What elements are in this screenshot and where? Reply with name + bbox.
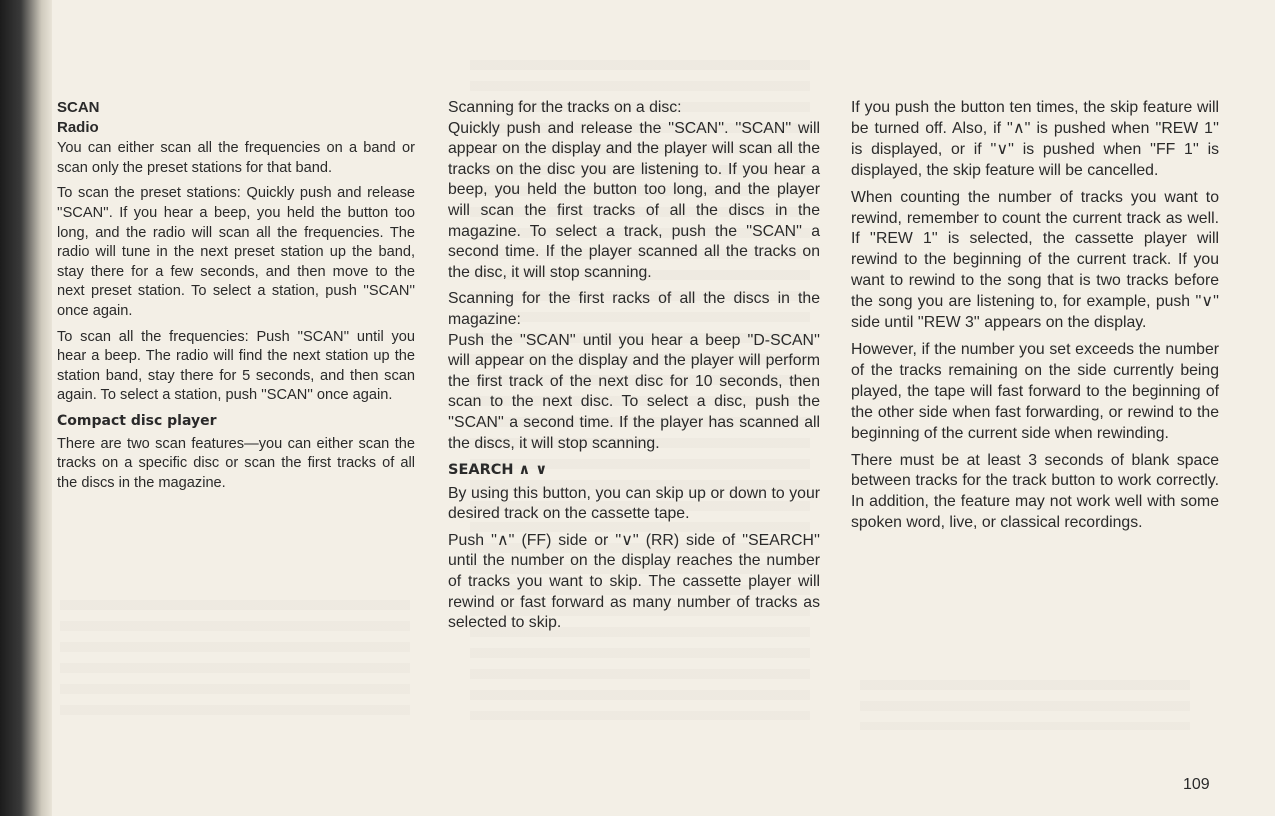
text-column-3 bbox=[851, 98, 1219, 540]
paragraph: Scanning for the first racks of all the discs in the magazine: Push the ''SCAN'' until you hear a beep ''D-SCAN'' will appear on the display and the player will perform the first track of the next disc for 10 seconds, then scan to the next disc. To select a disc, push the ''SCAN'' a second time. If the player has scanned all the discs, it will stop scanning. bbox=[448, 290, 820, 452]
paragraph: There must be at least 3 seconds of blank space between tracks for the track button to work correctly. In addition, the feature may not work well with some spoken word, live, or classical recordings. bbox=[851, 451, 1219, 532]
paragraph: To scan all the frequencies: Push ''SCAN'' until you hear a beep. The radio will find the next station up the station band, stay there for 5 seconds, and then scan again. To select a station, push ''SCAN'' once again. bbox=[57, 328, 415, 404]
section-heading: SCAN bbox=[57, 99, 100, 116]
show-through-texture bbox=[60, 600, 410, 720]
paragraph: If you push the button ten times, the skip feature will be turned off. Also, if ''∧'' is pushed when ''REW 1'' is displayed, or if ''∨'' is pushed when ''FF 1'' is displayed, the skip feature will be cancelled. bbox=[851, 99, 1219, 179]
paragraph: Push ''∧'' (FF) side or ''∨'' (RR) side of ''SEARCH'' until the number on the display reaches the number of tracks you want to skip. The cassette player will rewind or fast forward as many number of tracks as selected to skip. bbox=[448, 531, 820, 632]
page-number: 109 bbox=[1183, 776, 1210, 793]
subsection-heading: Compact disc player bbox=[57, 412, 217, 429]
paragraph: Scanning for the tracks on a disc: Quickly push and release the ''SCAN''. ''SCAN'' will appear on the display and the player will scan all the tracks on the disc you are listening to. If you hear a beep, you held the button too long, and the player will scan the first tracks of all the discs in the magazine. To select a track, push the ''SCAN'' a second time. If the player scanned all the tracks on the disc, it will stop scanning. bbox=[448, 99, 820, 281]
section-heading: SEARCH ∧ ∨ bbox=[448, 462, 548, 479]
subsection-heading: Radio bbox=[57, 118, 99, 136]
show-through-texture bbox=[860, 680, 1190, 730]
paragraph: There are two scan features—you can either scan the tracks on a specific disc or scan the first tracks of all the discs in the magazine. bbox=[57, 435, 415, 491]
text-column-1 bbox=[57, 98, 415, 499]
paragraph: You can either scan all the frequencies on a band or scan only the preset stations for that band. bbox=[57, 140, 415, 176]
book-binding-shadow bbox=[0, 0, 52, 816]
paragraph: When counting the number of tracks you want to rewind, remember to count the current track as well. If ''REW 1'' is selected, the cassette player will rewind to the beginning of the current track. If you want to rewind to the song that is two tracks before the song you are listening to, for example, push ''∨'' side until ''REW 3'' appears on the display. bbox=[851, 188, 1219, 332]
paragraph: By using this button, you can skip up or down to your desired track on the cassette tape. bbox=[448, 484, 820, 523]
text-column-2 bbox=[448, 98, 820, 640]
paragraph: To scan the preset stations: Quickly push and release ''SCAN''. If you hear a beep, you held the button too long, and the radio will scan all the frequencies. The radio will tune in the next preset station up the band, stay there for a few seconds, and then move to the next preset station. To select a station, push ''SCAN'' once again. bbox=[57, 185, 415, 319]
paragraph: However, if the number you set exceeds the number of the tracks remaining on the side currently being played, the tape will fast forward to the beginning of the other side when fast forwarding, or rewind to the beginning of the current side when rewinding. bbox=[851, 340, 1219, 442]
